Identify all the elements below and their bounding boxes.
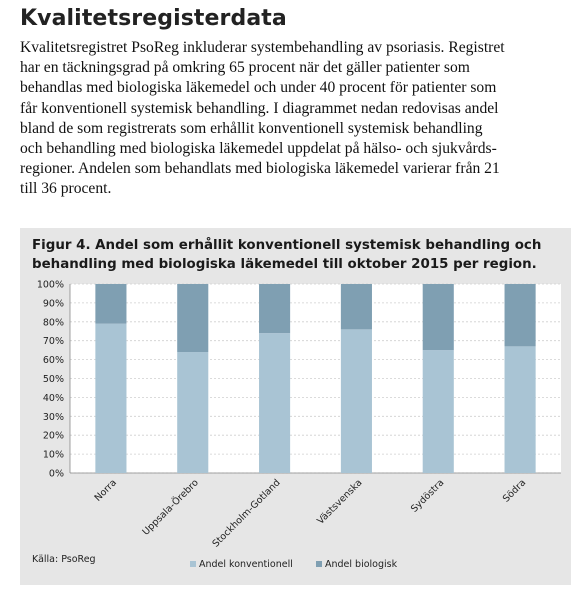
x-tick-label: Sydöstra <box>408 477 447 515</box>
y-tick-label: 80% <box>42 317 64 329</box>
y-tick-label: 0% <box>48 468 64 480</box>
y-tick-label: 60% <box>42 355 64 367</box>
bar-segment-konventionell <box>95 324 126 473</box>
bar-segment-konventionell <box>177 352 208 473</box>
legend-swatch <box>316 561 322 567</box>
intro-line: får konventionell systemisk behandling. I diagrammet nedan redovisas andel <box>20 99 499 117</box>
x-tick-label: Södra <box>500 477 529 505</box>
bar-segment-konventionell <box>423 350 454 473</box>
figure-title-line: behandling med biologiska läkemedel till oktober 2015 per region. <box>32 257 537 272</box>
figure-title <box>32 236 562 274</box>
bar-segment-biologisk <box>423 284 454 350</box>
bar-segment-konventionell <box>341 329 372 473</box>
y-tick-label: 90% <box>42 298 64 310</box>
intro-paragraph <box>20 38 570 200</box>
page-heading: Kvalitetsregisterdata <box>20 6 287 31</box>
legend-label: Andel konventionell <box>199 559 293 570</box>
y-tick-label: 100% <box>36 279 64 291</box>
bar-segment-biologisk <box>505 284 536 346</box>
x-tick-label: Västsvenska <box>315 477 365 527</box>
figure-source: Källa: PsoReg <box>32 554 96 565</box>
intro-line: och behandling med biologiska läkemedel uppdelat på hälso- och sjukvårds- <box>20 140 497 158</box>
figure-panel <box>20 228 571 585</box>
intro-line: har en täckningsgrad på omkring 65 procent när det gäller patienter som <box>20 59 470 77</box>
intro-line: regioner. Andelen som behandlats med biologiska läkemedel varierar från 21 <box>20 160 500 178</box>
y-tick-label: 20% <box>42 430 64 442</box>
y-tick-label: 50% <box>42 374 64 385</box>
x-tick-label: Uppsala-Örebro <box>140 477 201 538</box>
legend-swatch <box>190 561 196 567</box>
bar-segment-konventionell <box>505 346 536 473</box>
bar-segment-biologisk <box>177 284 208 352</box>
bar-segment-biologisk <box>341 284 372 329</box>
bar-segment-biologisk <box>259 284 290 333</box>
y-tick-label: 30% <box>42 411 64 423</box>
intro-line: behandlas med biologiska läkemedel och under 40 procent för patienter som <box>20 79 497 97</box>
y-tick-label: 40% <box>42 392 64 404</box>
figure-title-line: Figur 4. Andel som erhållit konventionell systemisk behandling och <box>32 238 542 253</box>
intro-line: Kvalitetsregistret PsoReg inkluderar systembehandling av psoriasis. Registret <box>20 39 505 56</box>
y-tick-label: 10% <box>42 449 64 461</box>
intro-line: till 36 procent. <box>20 180 112 198</box>
x-tick-label: Stockholm-Gotland <box>210 477 283 550</box>
intro-line: bland de som registrerats som erhållit konventionell systemisk behandling <box>20 119 483 137</box>
legend-label: Andel biologisk <box>325 559 398 570</box>
y-tick-label: 70% <box>42 336 64 348</box>
bar-segment-konventionell <box>259 333 290 473</box>
bar-segment-biologisk <box>95 284 126 324</box>
x-tick-label: Norra <box>92 477 120 504</box>
stacked-bar-chart <box>20 228 571 585</box>
